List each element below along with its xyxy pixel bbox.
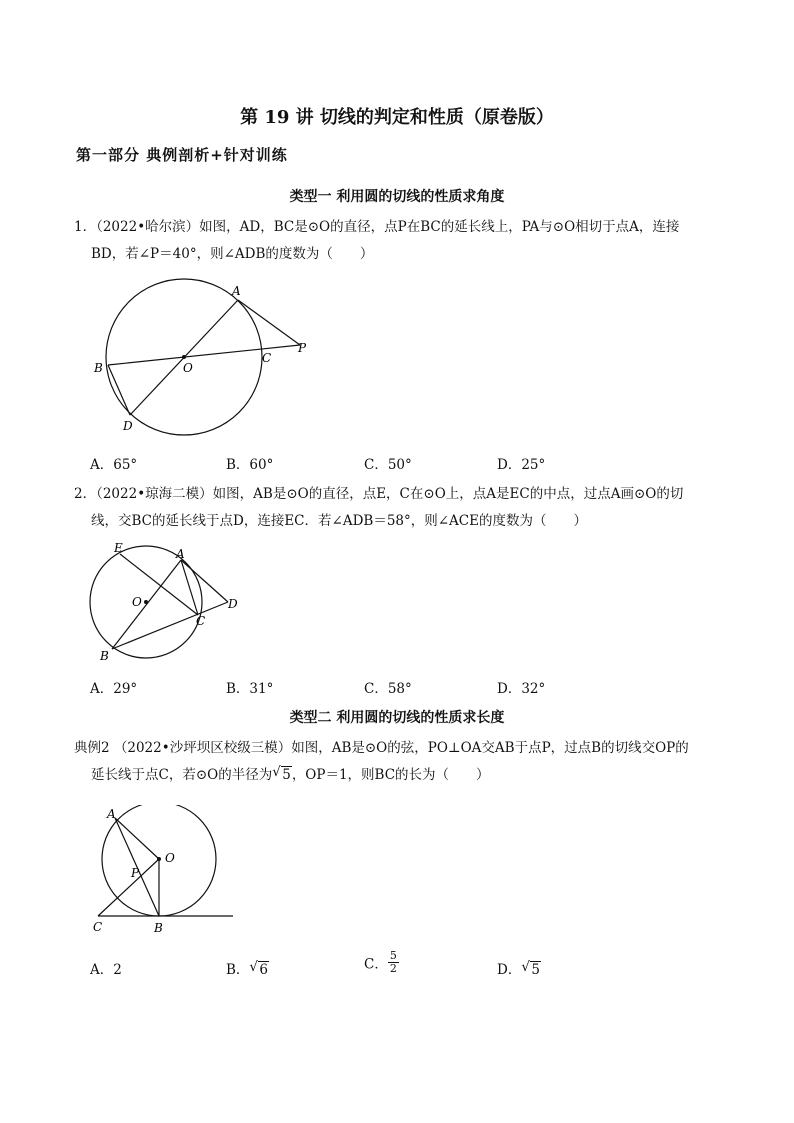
q2-label-d: D	[228, 597, 238, 611]
q2-option-a[interactable]: A．29°	[90, 681, 138, 697]
ex2-option-b-sqrt: √ 6	[249, 959, 269, 978]
q1-option-d[interactable]: D．25°	[497, 457, 546, 473]
q1-option-a[interactable]: A．65°	[90, 457, 138, 473]
q1-option-c[interactable]: C．50°	[364, 457, 412, 473]
q1-label-d: D	[123, 419, 133, 433]
q1-figure	[80, 275, 330, 440]
ex2-option-b[interactable]	[226, 958, 269, 978]
ex2-option-b-radicand: 6	[259, 962, 269, 978]
ex2-line2	[74, 762, 734, 789]
ex2-label-a: A	[107, 807, 116, 821]
q2-label-b: B	[100, 649, 109, 663]
ex2-label-b: B	[154, 921, 163, 935]
ex2-label-p: P	[131, 866, 140, 880]
q2-stem	[74, 481, 734, 535]
ex2-option-c-denominator: 2	[389, 962, 397, 975]
page-title: 第 19 讲 切线的判定和性质（原卷版）	[240, 107, 554, 128]
ex2-option-d-sqrt: √ 5	[521, 959, 540, 978]
ex2-center-dot	[157, 857, 161, 861]
ex2-option-d[interactable]	[497, 958, 541, 978]
q1-option-b[interactable]: B．60°	[226, 457, 274, 473]
ex2-line1: 典例2 （2022•沙坪坝区校级三模）如图，AB是⊙O的弦，PO⊥OA交AB于点P，过点B的切线交OP的	[74, 740, 689, 756]
q1-chord-bd	[108, 365, 130, 415]
q2-option-b[interactable]: B．31°	[226, 681, 274, 697]
q2-option-c[interactable]: C．58°	[364, 681, 412, 697]
q1-line-bp	[108, 345, 300, 365]
ex2-line2-text-a: 延长线于点C，若⊙O的半径为	[91, 767, 273, 783]
ex2-option-c[interactable]	[364, 950, 399, 975]
ex2-radius-sqrt: √ 5	[272, 764, 291, 783]
ex2-option-c-fraction	[388, 950, 399, 975]
q2-line1: 2．（2022•琼海二模）如图，AB是⊙O的直径，点E，C在⊙O上，点A是EC的中点，过点A画⊙O的切	[74, 486, 684, 502]
q1-label-a: A	[232, 284, 241, 298]
q2-figure	[80, 540, 260, 665]
ex2-option-d-label: D．	[497, 962, 522, 978]
q2-label-c: C	[196, 614, 206, 628]
ex2-stem	[74, 735, 734, 789]
q2-label-o: O	[132, 595, 142, 609]
ex2-radius-radicand: 5	[282, 767, 291, 783]
q1-line1: 1．（2022•哈尔滨）如图，AD，BC是⊙O的直径，点P在BC的延长线上，PA与⊙O相切于点A，连接	[74, 219, 680, 235]
type2-heading: 类型二 利用圆的切线的性质求长度	[289, 710, 505, 726]
q1-stem	[74, 214, 734, 268]
ex2-radius-oa	[115, 818, 159, 859]
q2-label-e: E	[114, 541, 123, 555]
ex2-line2-text-b: ，OP＝1，则BC的长为（ ）	[291, 767, 490, 783]
q1-label-p: P	[298, 341, 307, 355]
ex2-label-o: O	[165, 851, 175, 865]
q1-label-c: C	[262, 351, 272, 365]
ex2-option-c-numerator: 5	[389, 949, 397, 962]
part-heading: 第一部分 典例剖析+针对训练	[76, 146, 288, 164]
ex2-option-b-label: B．	[226, 962, 250, 978]
type1-heading: 类型一 利用圆的切线的性质求角度	[289, 189, 505, 205]
ex2-label-c: C	[93, 920, 103, 934]
ex2-option-c-label: C．	[364, 956, 388, 973]
q1-tangent-pa	[238, 300, 300, 345]
q1-label-b: B	[94, 361, 103, 375]
ex2-option-a[interactable]: A．2	[90, 962, 122, 978]
q1-label-o: O	[183, 361, 193, 375]
q2-line2: 线，交BC的延长线于点D，连接EC．若∠ADB＝58°，则∠ACE的度数为（ ）	[91, 513, 587, 529]
q2-line-bd	[112, 602, 228, 649]
ex2-option-d-radicand: 5	[531, 962, 540, 978]
q1-line2: BD，若∠P＝40°，则∠ADB的度数为（ ）	[91, 246, 374, 262]
q1-center-dot	[182, 355, 186, 359]
q2-label-a: A	[176, 547, 185, 561]
q2-center-dot	[144, 600, 148, 604]
ex2-figure	[88, 805, 238, 940]
q2-option-d[interactable]: D．32°	[497, 681, 546, 697]
